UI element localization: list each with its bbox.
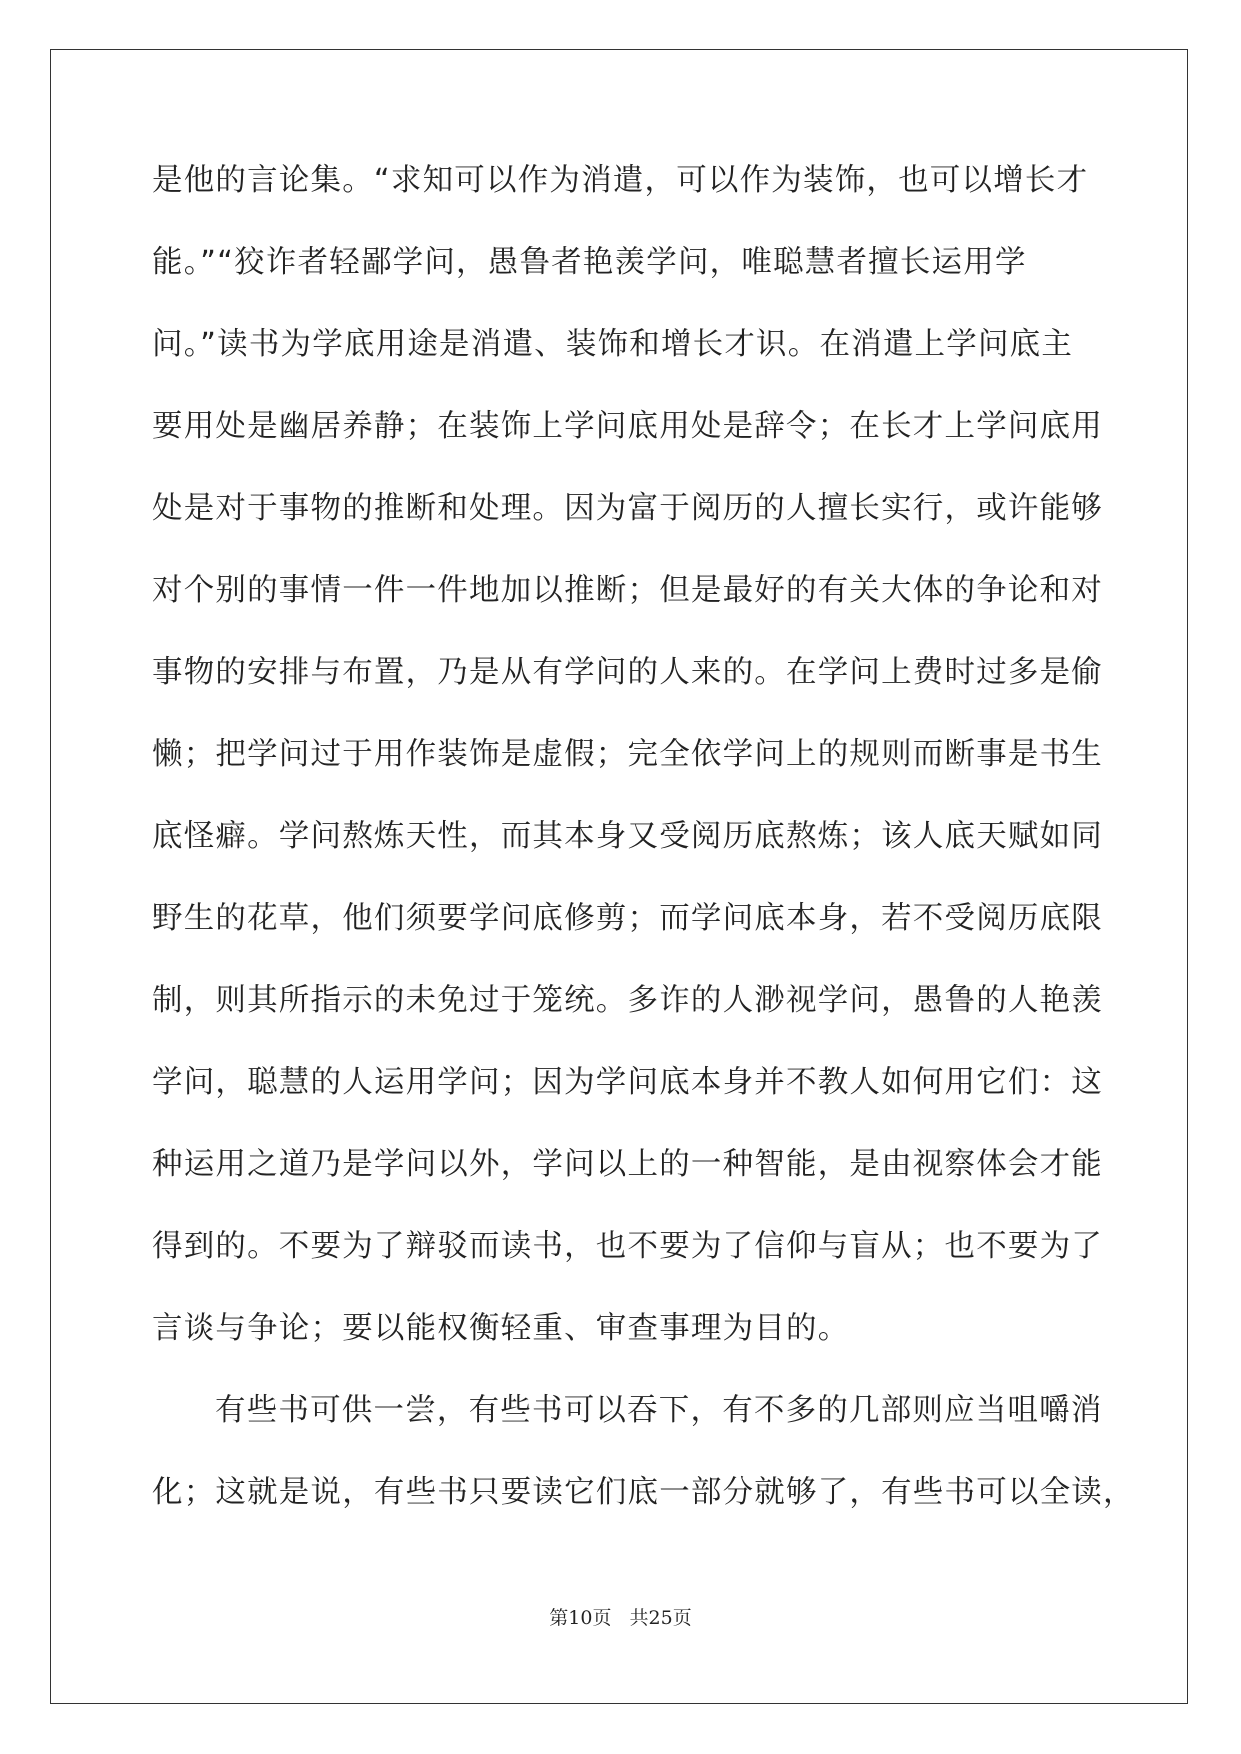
text-line: 底怪癖。学问熬炼天性，而其本身又受阅历底熬炼；该人底天赋如同 <box>152 819 1103 854</box>
text-line: 有些书可供一尝，有些书可以吞下，有不多的几部则应当咀嚼消 <box>215 1393 1103 1428</box>
text-line: 学问，聪慧的人运用学问；因为学问底本身并不教人如何用它们：这 <box>152 1065 1103 1100</box>
text-line: 言谈与争论；要以能权衡轻重、审查事理为目的。 <box>152 1311 850 1346</box>
text-line: 能。”“狡诈者轻鄙学问，愚鲁者艳羡学问，唯聪慧者擅长运用学 <box>152 245 1027 280</box>
document-body <box>152 155 1135 1549</box>
text-line: 问。”读书为学底用途是消遣、装饰和增长才识。在消遣上学问底主 <box>152 327 1074 362</box>
text-line: 处是对于事物的推断和处理。因为富于阅历的人擅长实行，或许能够 <box>152 491 1103 526</box>
text-line: 是他的言论集。“求知可以作为消遣，可以作为装饰，也可以增长才 <box>152 163 1089 198</box>
page-number: 第10页 <box>549 1607 612 1629</box>
text-line: 种运用之道乃是学问以外，学问以上的一种智能，是由视察体会才能 <box>152 1147 1103 1182</box>
text-line: 事物的安排与布置，乃是从有学问的人来的。在学问上费时过多是偷 <box>152 655 1103 690</box>
text-line: 得到的。不要为了辩驳而读书，也不要为了信仰与盲从；也不要为了 <box>152 1229 1103 1264</box>
text-line: 对个别的事情一件一件地加以推断；但是最好的有关大体的争论和对 <box>152 573 1103 608</box>
text-line: 懒；把学问过于用作装饰是虚假；完全依学问上的规则而断事是书生 <box>152 737 1103 772</box>
text-line: 要用处是幽居养静；在装饰上学问底用处是辞令；在长才上学问底用 <box>152 409 1103 444</box>
total-pages: 共25页 <box>629 1607 692 1629</box>
text-line: 野生的花草，他们须要学问底修剪；而学问底本身，若不受阅历底限 <box>152 901 1103 936</box>
page-footer <box>0 1603 1241 1630</box>
text-line: 制，则其所指示的未免过于笼统。多诈的人渺视学问，愚鲁的人艳羡 <box>152 983 1103 1018</box>
text-line: 化；这就是说，有些书只要读它们底一部分就够了，有些书可以全读， <box>152 1475 1135 1510</box>
